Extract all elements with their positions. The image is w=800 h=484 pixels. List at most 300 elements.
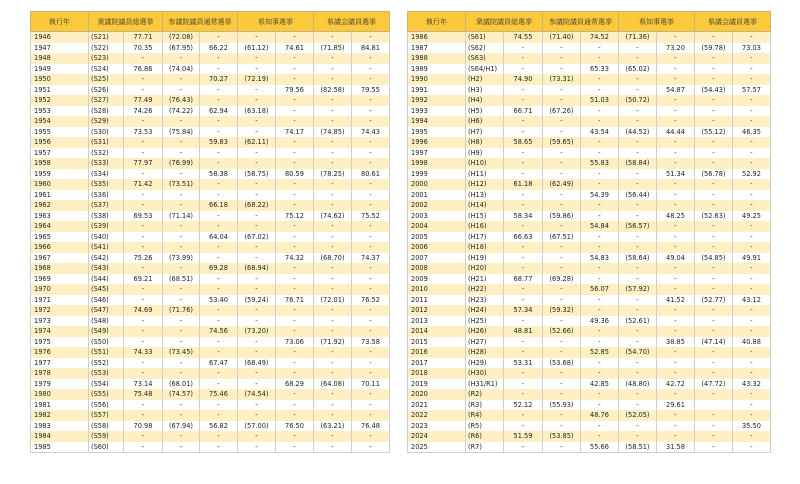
era-cell: (S34) — [89, 169, 124, 180]
era-cell: (H15) — [466, 211, 504, 222]
turnout-cell: 80.59 — [276, 169, 314, 180]
era-cell: (H11) — [466, 169, 504, 180]
national-turnout-cell: (67.94) — [163, 421, 200, 432]
national-turnout-cell: (68.49) — [238, 358, 276, 369]
year-cell — [31, 43, 89, 54]
year-cell — [31, 232, 89, 243]
turnout-cell: - — [352, 326, 390, 337]
turnout-cell: - — [581, 337, 619, 348]
turnout-cell: - — [504, 85, 543, 96]
header-row — [31, 12, 390, 32]
national-turnout-cell: - — [238, 379, 276, 390]
turnout-cell: - — [124, 200, 163, 211]
turnout-cell: 79.56 — [276, 85, 314, 96]
era-cell: (H19) — [466, 253, 504, 264]
era-cell: (S47) — [89, 305, 124, 316]
national-turnout-cell: (69.28) — [543, 274, 581, 285]
national-turnout-cell: - — [695, 368, 733, 379]
turnout-cell: - — [581, 242, 619, 253]
national-turnout-cell: - — [543, 379, 581, 390]
turnout-cell: - — [352, 389, 390, 400]
national-turnout-cell: (72.01) — [314, 295, 352, 306]
turnout-cell: 73.58 — [352, 337, 390, 348]
year-number: 2003 — [411, 211, 428, 220]
national-turnout-cell: (63.18) — [238, 106, 276, 117]
national-turnout-cell: - — [619, 106, 657, 117]
turnout-cell: 43.12 — [733, 295, 771, 306]
turnout-cell: - — [352, 158, 390, 169]
year-number: 1949 — [34, 64, 51, 73]
turnout-cell: - — [124, 242, 163, 253]
year-cell — [31, 221, 89, 232]
table-row — [408, 200, 771, 211]
year-cell — [408, 242, 466, 253]
national-turnout-cell: (68.01) — [163, 379, 200, 390]
turnout-cell: 67.47 — [200, 358, 238, 369]
turnout-cell: 64.04 — [200, 232, 238, 243]
year-cell — [31, 284, 89, 295]
national-turnout-cell: - — [238, 64, 276, 75]
year-number: 1991 — [411, 85, 428, 94]
turnout-cell: - — [581, 53, 619, 64]
turnout-cell: 49.91 — [733, 253, 771, 264]
turnout-cell: - — [276, 389, 314, 400]
turnout-cell: - — [124, 74, 163, 85]
turnout-cell: 74.52 — [581, 32, 619, 43]
era-cell: (S22) — [89, 43, 124, 54]
national-turnout-cell: - — [543, 316, 581, 327]
national-turnout-cell: - — [238, 431, 276, 442]
national-turnout-cell: - — [163, 148, 200, 159]
national-turnout-cell: - — [238, 305, 276, 316]
national-turnout-cell: - — [314, 347, 352, 358]
turnout-cell: - — [733, 263, 771, 274]
turnout-cell: - — [657, 190, 695, 201]
national-turnout-cell: (71.76) — [163, 305, 200, 316]
turnout-cell: 73.53 — [124, 127, 163, 138]
era-cell: (S32) — [89, 148, 124, 159]
national-turnout-cell: - — [314, 410, 352, 421]
turnout-cell: - — [581, 137, 619, 148]
table-row — [408, 32, 771, 43]
national-turnout-cell: - — [619, 232, 657, 243]
turnout-cell: - — [352, 200, 390, 211]
turnout-cell: - — [276, 64, 314, 75]
national-turnout-cell: - — [314, 116, 352, 127]
turnout-cell: 49.25 — [733, 211, 771, 222]
turnout-cell: - — [276, 179, 314, 190]
national-turnout-cell: - — [238, 274, 276, 285]
turnout-cell: 74.69 — [124, 305, 163, 316]
national-turnout-cell: (74.57) — [163, 389, 200, 400]
national-turnout-cell: - — [314, 221, 352, 232]
turnout-cell: - — [733, 179, 771, 190]
national-turnout-cell: (57.92) — [619, 284, 657, 295]
era-cell: (S49) — [89, 326, 124, 337]
header-row — [408, 12, 771, 32]
table-row — [408, 284, 771, 295]
national-turnout-cell: - — [695, 358, 733, 369]
turnout-cell: - — [733, 221, 771, 232]
national-turnout-cell: - — [163, 316, 200, 327]
table-row — [408, 305, 771, 316]
national-turnout-cell: (59.24) — [238, 295, 276, 306]
turnout-cell: - — [200, 85, 238, 96]
national-turnout-cell: - — [543, 148, 581, 159]
national-turnout-cell: - — [695, 316, 733, 327]
era-cell: (H4) — [466, 95, 504, 106]
turnout-cell: - — [200, 32, 238, 43]
turnout-cell: 73.06 — [276, 337, 314, 348]
national-turnout-cell: - — [163, 431, 200, 442]
year-number: 1995 — [411, 127, 428, 136]
year-cell — [31, 305, 89, 316]
national-turnout-cell: - — [543, 284, 581, 295]
national-turnout-cell: - — [619, 326, 657, 337]
national-turnout-cell: - — [619, 74, 657, 85]
table-row — [408, 43, 771, 54]
turnout-cell: 43.32 — [733, 379, 771, 390]
national-turnout-cell: (53.68) — [543, 358, 581, 369]
turnout-cell: - — [276, 442, 314, 453]
header-house-of-councillors: 参議院議員通常選挙 — [543, 12, 619, 32]
era-cell: (S25) — [89, 74, 124, 85]
turnout-cell: 74.61 — [276, 43, 314, 54]
turnout-cell: - — [733, 137, 771, 148]
turnout-cell: - — [352, 431, 390, 442]
year-cell — [31, 379, 89, 390]
turnout-cell: - — [733, 200, 771, 211]
national-turnout-cell: - — [238, 368, 276, 379]
year-cell — [408, 284, 466, 295]
national-turnout-cell: (78.25) — [314, 169, 352, 180]
turnout-cell: - — [124, 137, 163, 148]
turnout-cell: - — [124, 431, 163, 442]
turnout-cell: - — [581, 368, 619, 379]
table-row — [31, 316, 390, 327]
turnout-cell: - — [657, 32, 695, 43]
year-number: 1973 — [34, 316, 51, 325]
era-cell: (H27) — [466, 337, 504, 348]
era-cell: (H5) — [466, 106, 504, 117]
national-turnout-cell: (52.77) — [695, 295, 733, 306]
turnout-cell: - — [733, 158, 771, 169]
era-cell: (S52) — [89, 358, 124, 369]
national-turnout-cell: - — [695, 190, 733, 201]
table-row — [31, 64, 390, 75]
turnout-cell: - — [276, 32, 314, 43]
table-row — [31, 337, 390, 348]
era-cell: (H3) — [466, 85, 504, 96]
national-turnout-cell: (59.86) — [543, 211, 581, 222]
turnout-cell: 56.82 — [200, 421, 238, 432]
national-turnout-cell: (74.22) — [163, 106, 200, 117]
national-turnout-cell: (75.84) — [163, 127, 200, 138]
national-turnout-cell: - — [543, 263, 581, 274]
year-cell — [31, 158, 89, 169]
turnout-cell: 79.55 — [352, 85, 390, 96]
year-cell — [31, 64, 89, 75]
turnout-cell: - — [200, 190, 238, 201]
turnout-cell: - — [200, 211, 238, 222]
turnout-cell: - — [352, 74, 390, 85]
year-number: 2011 — [411, 295, 428, 304]
national-turnout-cell: - — [314, 326, 352, 337]
turnout-cell: - — [581, 421, 619, 432]
year-number: 1977 — [34, 358, 51, 367]
turnout-cell: - — [200, 400, 238, 411]
table-row — [31, 190, 390, 201]
turnout-cell: - — [276, 347, 314, 358]
national-turnout-cell: - — [163, 232, 200, 243]
turnout-cell: - — [504, 127, 543, 138]
national-turnout-cell: - — [238, 85, 276, 96]
turnout-cell: - — [276, 232, 314, 243]
era-cell: (R7) — [466, 442, 504, 453]
year-cell — [408, 305, 466, 316]
year-cell — [408, 274, 466, 285]
era-cell: (S37) — [89, 200, 124, 211]
table-row — [408, 95, 771, 106]
national-turnout-cell: (72.08) — [163, 32, 200, 43]
national-turnout-cell: (55.93) — [543, 400, 581, 411]
turnout-cell: - — [581, 179, 619, 190]
year-cell — [31, 263, 89, 274]
year-number: 1970 — [34, 285, 51, 293]
year-cell — [31, 295, 89, 306]
national-turnout-cell: - — [314, 400, 352, 411]
year-cell — [31, 85, 89, 96]
turnout-cell: - — [657, 232, 695, 243]
turnout-cell: - — [733, 74, 771, 85]
national-turnout-cell: - — [695, 326, 733, 337]
national-turnout-cell: - — [314, 32, 352, 43]
turnout-cell: - — [124, 358, 163, 369]
turnout-cell: - — [581, 389, 619, 400]
turnout-cell: - — [504, 295, 543, 306]
national-turnout-cell: - — [695, 32, 733, 43]
turnout-cell: - — [352, 95, 390, 106]
era-cell: (H20) — [466, 263, 504, 274]
turnout-cell: 75.26 — [124, 253, 163, 264]
year-cell — [408, 158, 466, 169]
national-turnout-cell: (73.31) — [543, 74, 581, 85]
turnout-cell: - — [733, 32, 771, 43]
year-number: 1985 — [34, 442, 51, 451]
turnout-cell: - — [657, 53, 695, 64]
turnout-cell: - — [733, 106, 771, 117]
national-turnout-cell: - — [163, 410, 200, 421]
year-cell — [31, 431, 89, 442]
turnout-cell: - — [504, 347, 543, 358]
national-turnout-cell: (76.43) — [163, 95, 200, 106]
year-number: 1998 — [411, 159, 428, 167]
era-cell: (S59) — [89, 431, 124, 442]
turnout-cell: - — [200, 148, 238, 159]
year-number: 2024 — [411, 432, 428, 440]
turnout-cell: - — [352, 368, 390, 379]
year-number: 1947 — [34, 43, 51, 52]
turnout-cell: - — [657, 368, 695, 379]
turnout-cell: - — [200, 95, 238, 106]
turnout-cell: - — [352, 358, 390, 369]
national-turnout-cell: - — [543, 127, 581, 138]
turnout-cell: - — [733, 116, 771, 127]
national-turnout-cell: - — [619, 53, 657, 64]
turnout-cell: - — [352, 263, 390, 274]
national-turnout-cell: - — [163, 263, 200, 274]
national-turnout-cell: - — [695, 263, 733, 274]
national-turnout-cell: - — [619, 295, 657, 306]
era-cell: (S44) — [89, 274, 124, 285]
table-row — [31, 400, 390, 411]
turnout-cell: - — [733, 53, 771, 64]
turnout-cell: - — [581, 74, 619, 85]
table-row — [408, 263, 771, 274]
national-turnout-cell: - — [543, 200, 581, 211]
era-cell: (S33) — [89, 158, 124, 169]
year-cell — [408, 74, 466, 85]
year-cell — [31, 326, 89, 337]
table-row — [408, 410, 771, 421]
table-row — [408, 158, 771, 169]
turnout-cell: - — [581, 169, 619, 180]
turnout-cell: - — [733, 95, 771, 106]
turnout-cell: - — [504, 421, 543, 432]
table-row — [408, 53, 771, 64]
era-cell: (S48) — [89, 316, 124, 327]
year-number: 1972 — [34, 306, 51, 314]
turnout-cell: - — [276, 263, 314, 274]
national-turnout-cell: - — [163, 442, 200, 453]
national-turnout-cell: - — [619, 368, 657, 379]
national-turnout-cell: - — [314, 263, 352, 274]
year-number: 1946 — [34, 33, 51, 41]
year-number: 1966 — [34, 243, 51, 251]
table-row — [408, 179, 771, 190]
national-turnout-cell: - — [619, 148, 657, 159]
turnout-cell: - — [352, 305, 390, 316]
year-cell — [408, 400, 466, 411]
turnout-cell: - — [352, 242, 390, 253]
turnout-cell: 71.42 — [124, 179, 163, 190]
turnout-cell: - — [276, 410, 314, 421]
table-row — [408, 116, 771, 127]
year-number: 2008 — [411, 264, 428, 272]
turnout-cell: - — [657, 95, 695, 106]
national-turnout-cell: (74.62) — [314, 211, 352, 222]
year-number: 1965 — [34, 232, 51, 241]
turnout-cell: - — [657, 158, 695, 169]
turnout-cell: 75.12 — [276, 211, 314, 222]
turnout-cell: - — [124, 295, 163, 306]
turnout-cell: - — [504, 242, 543, 253]
national-turnout-cell: (76.99) — [163, 158, 200, 169]
turnout-cell: - — [276, 274, 314, 285]
national-turnout-cell: - — [695, 116, 733, 127]
national-turnout-cell: - — [543, 53, 581, 64]
turnout-cell: - — [352, 116, 390, 127]
year-cell — [408, 179, 466, 190]
year-number: 1958 — [34, 159, 51, 167]
turnout-cell: 75.48 — [124, 389, 163, 400]
national-turnout-cell: - — [238, 53, 276, 64]
year-number: 1953 — [34, 106, 51, 115]
national-turnout-cell: (57.00) — [238, 421, 276, 432]
turnout-cell: 75.52 — [352, 211, 390, 222]
turnout-cell: - — [657, 221, 695, 232]
national-turnout-cell: - — [314, 137, 352, 148]
turnout-cell: - — [733, 274, 771, 285]
turnout-cell: - — [200, 410, 238, 421]
turnout-cell: - — [581, 400, 619, 411]
turnout-cell: 75.46 — [200, 389, 238, 400]
national-turnout-cell: (73.45) — [163, 347, 200, 358]
turnout-cell: - — [581, 358, 619, 369]
turnout-cell: - — [657, 431, 695, 442]
national-turnout-cell: (59.78) — [695, 43, 733, 54]
turnout-cell: - — [581, 211, 619, 222]
national-turnout-cell: - — [163, 400, 200, 411]
national-turnout-cell: (62.49) — [543, 179, 581, 190]
table-row — [31, 442, 390, 453]
year-cell — [31, 442, 89, 453]
table-row — [31, 221, 390, 232]
national-turnout-cell: - — [314, 53, 352, 64]
national-turnout-cell: (54.70) — [619, 347, 657, 358]
national-turnout-cell: - — [543, 242, 581, 253]
year-number: 2000 — [411, 180, 428, 188]
turnout-cell: 62.94 — [200, 106, 238, 117]
turnout-cell: - — [733, 284, 771, 295]
national-turnout-cell: - — [238, 148, 276, 159]
era-cell: (R5) — [466, 421, 504, 432]
national-turnout-cell: (52.66) — [543, 326, 581, 337]
national-turnout-cell: - — [695, 137, 733, 148]
turnout-cell: - — [504, 337, 543, 348]
national-turnout-cell: - — [163, 53, 200, 64]
table-row — [408, 442, 771, 453]
national-turnout-cell: - — [314, 179, 352, 190]
turnout-cell: - — [124, 53, 163, 64]
turnout-cell: - — [200, 127, 238, 138]
national-turnout-cell: - — [695, 442, 733, 453]
turnout-cell: - — [276, 368, 314, 379]
era-cell: (S28) — [89, 106, 124, 117]
national-turnout-cell: - — [314, 316, 352, 327]
year-number: 1951 — [34, 85, 51, 94]
table-row — [31, 295, 390, 306]
national-turnout-cell: (58.64) — [619, 253, 657, 264]
year-cell — [408, 64, 466, 75]
era-cell: (H8) — [466, 137, 504, 148]
year-number: 1950 — [34, 75, 51, 83]
national-turnout-cell: (54.85) — [695, 253, 733, 264]
year-number: 1987 — [411, 43, 428, 52]
turnout-cell: - — [504, 43, 543, 54]
turnout-cell: - — [124, 116, 163, 127]
table-row — [31, 274, 390, 285]
era-cell: (H2) — [466, 74, 504, 85]
national-turnout-cell: - — [543, 95, 581, 106]
national-turnout-cell: (58.51) — [619, 442, 657, 453]
year-cell — [408, 148, 466, 159]
era-cell: (S50) — [89, 337, 124, 348]
year-number: 1959 — [34, 169, 51, 178]
era-cell: (S53) — [89, 368, 124, 379]
year-cell — [408, 421, 466, 432]
national-turnout-cell: - — [238, 410, 276, 421]
